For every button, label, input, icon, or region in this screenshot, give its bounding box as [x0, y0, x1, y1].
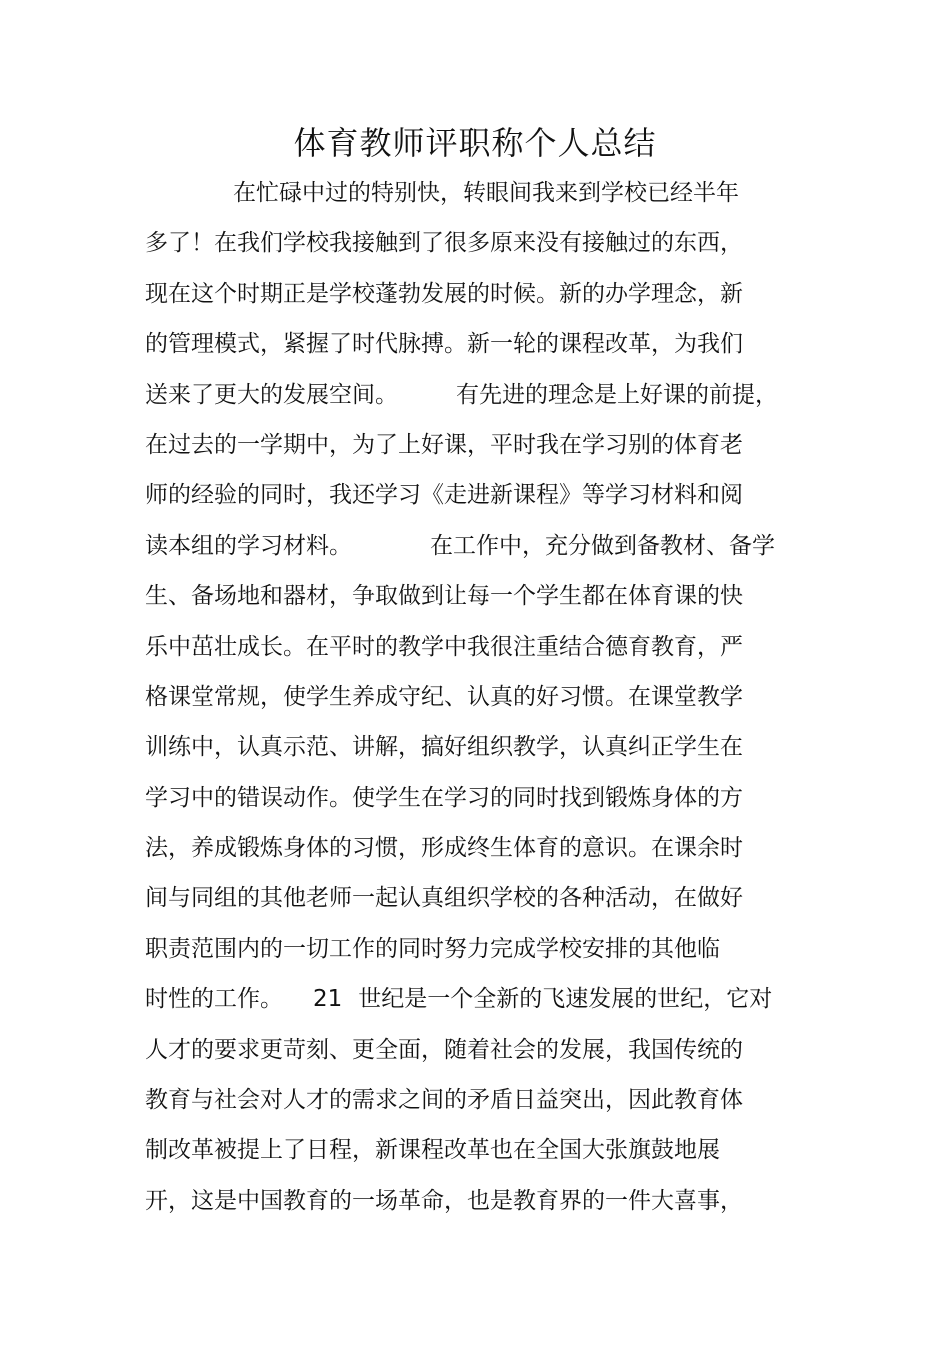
paragraph-line: 多了！在我们学校我接触到了很多原来没有接触过的东西，: [145, 230, 743, 257]
paragraph-line: 训练中，认真示范、讲解，搞好组织教学，认真纠正学生在: [145, 734, 743, 761]
paragraph-line: 现在这个时期正是学校蓬勃发展的时候。新的办学理念，新: [145, 280, 743, 307]
paragraph-line: 在忙碌中过的特别快，转眼间我来到学校已经半年: [233, 180, 739, 206]
paragraph-line: 职责范围内的一切工作的同时努力完成学校安排的其他临: [145, 935, 720, 962]
paragraph-line-mixed: [145, 974, 825, 1024]
paragraph-line-mixed: [145, 521, 825, 571]
text-segment: 世纪是一个全新的飞速发展的世纪，它对: [358, 986, 773, 1013]
paragraph-line: 间与同组的其他老师一起认真组织学校的各种活动，在做好: [145, 885, 743, 912]
text-segment-number: 21: [313, 986, 343, 1013]
text-segment: 读本组的学习材料。: [145, 532, 352, 559]
paragraph-line: 人才的要求更苛刻、更全面，随着社会的发展，我国传统的: [145, 1036, 743, 1063]
text-segment: 有先进的理念是上好课的前提，: [456, 381, 778, 408]
paragraph-line: 开，这是中国教育的一场革命，也是教育界的一件大喜事，: [145, 1187, 743, 1214]
paragraph-line: 的管理模式，紧握了时代脉搏。新一轮的课程改革，为我们: [145, 331, 743, 358]
paragraph-line: 乐中茁壮成长。在平时的教学中我很注重结合德育教育，严: [145, 633, 743, 660]
document-body: [145, 168, 825, 1226]
text-segment: 送来了更大的发展空间。: [145, 381, 398, 408]
text-segment: 时性的工作。: [145, 986, 283, 1013]
paragraph-line: 制改革被提上了日程，新课程改革也在全国大张旗鼓地展: [145, 1137, 720, 1164]
paragraph-line: 教育与社会对人才的需求之间的矛盾日益突出，因此教育体: [145, 1087, 743, 1114]
paragraph-line: 法，养成锻炼身体的习惯，形成终生体育的意识。在课余时: [145, 835, 743, 862]
paragraph-line: 在过去的一学期中，为了上好课，平时我在学习别的体育老: [145, 431, 743, 458]
paragraph-line: 师的经验的同时，我还学习《走进新课程》等学习材料和阅: [145, 482, 743, 509]
document-title: 体育教师评职称个人总结: [293, 124, 657, 162]
paragraph-line: 生、备场地和器材，争取做到让每一个学生都在体育课的快: [145, 583, 743, 610]
paragraph-line-mixed: [145, 370, 825, 420]
text-segment: 在工作中，充分做到备教材、备学: [430, 532, 775, 559]
paragraph-line: 学习中的错误动作。使学生在学习的同时找到锻炼身体的方: [145, 784, 743, 811]
paragraph-line: 格课堂常规，使学生养成守纪、认真的好习惯。在课堂教学: [145, 683, 743, 710]
